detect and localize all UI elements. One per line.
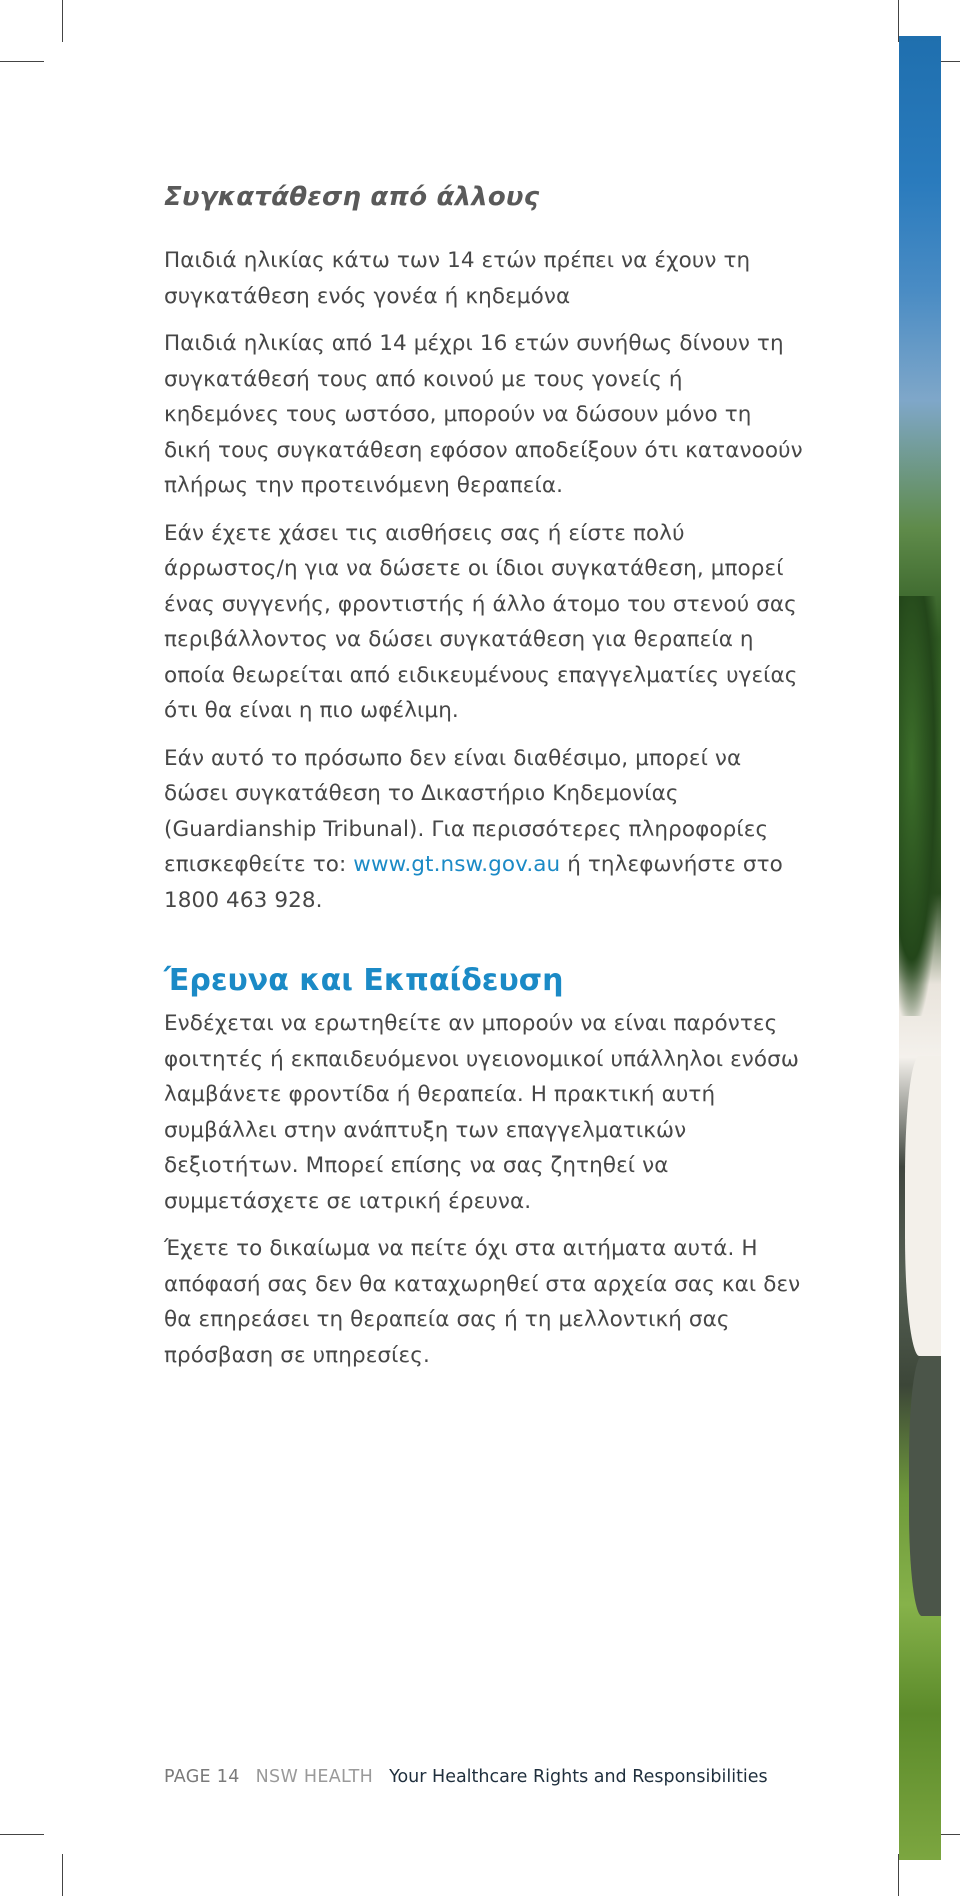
photo-tree-foliage — [899, 596, 941, 1016]
research-heading: Έρευνα και Εκπαίδευση — [164, 963, 564, 998]
crop-mark-bottom-right-vertical — [898, 1854, 899, 1896]
footer-page-number: PAGE 14 — [164, 1767, 240, 1787]
crop-mark-bottom-left-horizontal — [0, 1834, 44, 1835]
consent-subheading: Συγκατάθεση από άλλους — [164, 182, 540, 212]
research-paragraph-right-to-refuse: Έχετε το δικαίωμα να πείτε όχι στα αιτήματα αυτά. Η απόφασή σας δεν θα καταχωρηθεί στα αρχεία σας και δεν θα επηρεάσει τη θεραπεία σας ή τη μελλοντική σας πρόσβαση σε υπηρεσίες. — [164, 1236, 801, 1368]
research-body — [164, 1006, 804, 1373]
guardianship-tribunal-link[interactable]: www.gt.nsw.gov.au — [353, 852, 561, 877]
consent-paragraph-guardianship — [164, 741, 804, 919]
consent-paragraph-children-under-14: Παιδιά ηλικίας κάτω των 14 ετών πρέπει να έχουν τη συγκατάθεση ενός γονέα ή κηδεμόνα — [164, 248, 751, 309]
research-paragraph-students: Ενδέχεται να ερωτηθείτε αν μπορούν να είναι παρόντες φοιτητές ή εκπαιδευόμενοι υγειονομικοί υπάλληλοι ενόσω λαμβάνετε φροντίδα ή θεραπεία. Η πρακτική αυτή συμβάλλει στην ανάπτυξη των επαγγελματικών δεξιοτήτων. Μπορεί επίσης να σας ζητηθεί να συμμετάσχετε σε ιατρική έρευνα. — [164, 1011, 799, 1214]
consent-paragraph-substitute-decision: Εάν έχετε χάσει τις αισθήσεις σας ή είστε πολύ άρρωστος/η για να δώσετε οι ίδιοι συγκατάθεση, μπορεί ένας συγγενής, φροντιστής ή άλλο άτομο του στενού σας περιβάλλοντος να δώσει συγκατάθεση για θεραπεία η οποία θεωρείται από ειδικευμένους επαγγελματίες υγείας ότι θα είναι η πιο ωφέλιμη. — [164, 520, 798, 723]
page-footer — [164, 1767, 768, 1787]
side-photo-strip — [899, 36, 941, 1860]
consent-body — [164, 243, 804, 918]
guardianship-phone-text: ή τηλεφωνήστε στο 1800 463 928. — [164, 852, 783, 913]
photo-person-trousers — [909, 1356, 941, 1616]
crop-mark-top-left-horizontal — [0, 61, 44, 62]
crop-mark-bottom-left-vertical — [62, 1854, 63, 1896]
consent-paragraph-children-14-16: Παιδιά ηλικίας από 14 μέχρι 16 ετών συνήθως δίνουν τη συγκατάθεσή τους από κοινού με τους γονείς ή κηδεμόνες τους ωστόσο, μπορούν να δώσουν μόνο τη δική τους συγκατάθεση εφόσον αποδείξουν ότι κατανοούν πλήρως την προτεινόμενη θεραπεία. — [164, 331, 803, 498]
photo-person-shirt — [905, 1056, 941, 1356]
footer-organization: NSW HEALTH — [255, 1767, 374, 1787]
footer-publication-title: Your Healthcare Rights and Responsibilities — [389, 1767, 768, 1787]
guardianship-text: Εάν αυτό το πρόσωπο δεν είναι διαθέσιμο, μπορεί να δώσει συγκατάθεση το Δικαστήριο Κηδεμονίας (Guardianship Tribunal). Για περισσότερες πληροφορίες επισκεφθείτε το: — [164, 745, 769, 877]
crop-mark-top-left-vertical — [62, 0, 63, 42]
